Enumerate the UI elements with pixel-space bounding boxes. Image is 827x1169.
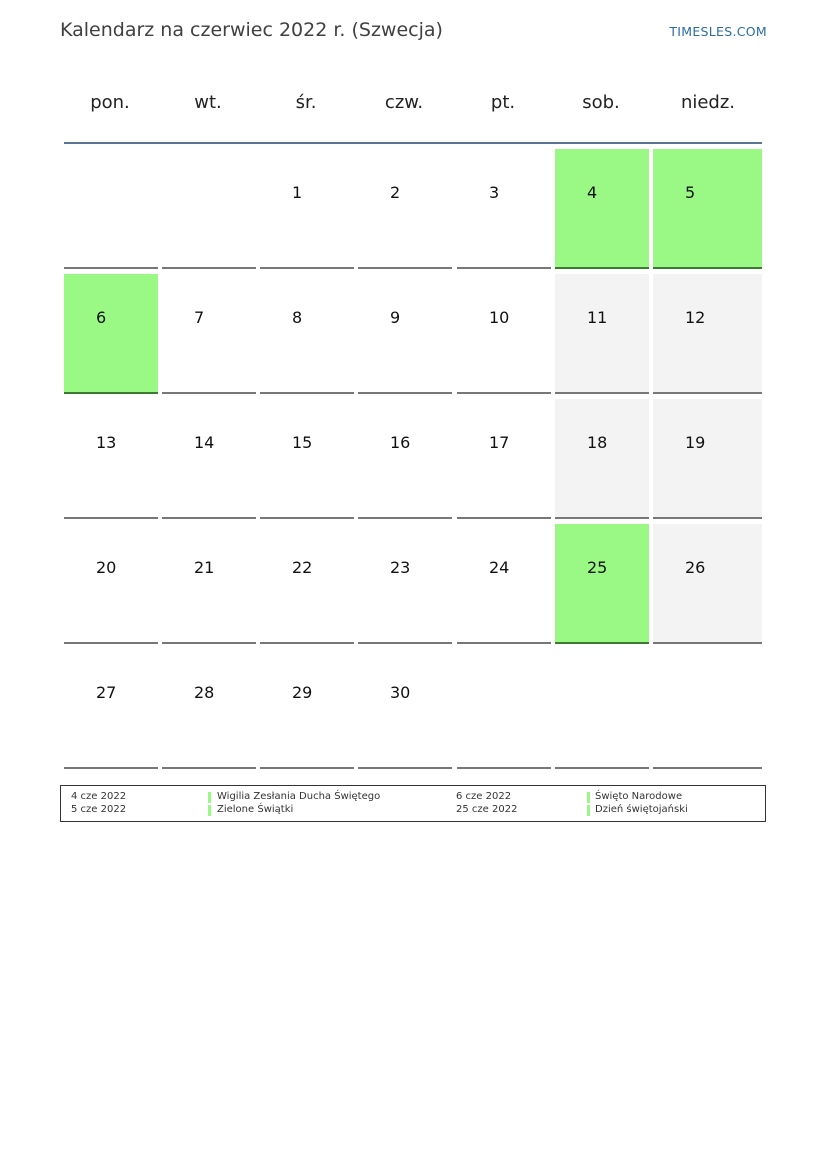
- day-number: 2: [390, 183, 401, 202]
- calendar-day-cell: [555, 399, 649, 519]
- calendar-day-cell: [162, 274, 256, 394]
- weekday-label-fri: pt.: [490, 92, 516, 113]
- day-number: 19: [685, 433, 706, 452]
- brand-link[interactable]: TIMESLES.COM: [669, 24, 767, 39]
- calendar-day-cell: [64, 524, 158, 644]
- calendar-day-cell: [555, 274, 649, 394]
- day-number: 29: [292, 683, 313, 702]
- calendar-day-cell: [64, 149, 158, 269]
- day-number: 13: [96, 433, 117, 452]
- day-number: 5: [685, 183, 696, 202]
- calendar-day-cell: [260, 149, 354, 269]
- day-number: 8: [292, 308, 303, 327]
- legend-date: 5 cze 2022: [71, 804, 127, 815]
- calendar-day-cell: [64, 649, 158, 769]
- weekday-label-tue: wt.: [194, 92, 222, 113]
- calendar-day-cell: [260, 649, 354, 769]
- holiday-legend: [60, 785, 766, 822]
- day-number: 14: [194, 433, 215, 452]
- calendar-day-cell: [457, 399, 551, 519]
- calendar-day-cell: [555, 649, 649, 769]
- calendar-day-cell: [457, 274, 551, 394]
- legend-date: 25 cze 2022: [456, 804, 518, 815]
- calendar-day-cell: [358, 274, 452, 394]
- header-divider: [64, 142, 762, 144]
- calendar-day-cell: [64, 399, 158, 519]
- legend-color-marker: [587, 805, 590, 816]
- weekday-label-thu: czw.: [384, 92, 424, 113]
- calendar-day-cell: [457, 149, 551, 269]
- calendar-day-cell: [162, 649, 256, 769]
- day-number: 20: [96, 558, 117, 577]
- day-number: 9: [390, 308, 401, 327]
- day-number: 25: [587, 558, 608, 577]
- legend-holiday-name: Zielone Świątki: [217, 804, 294, 815]
- day-number: 26: [685, 558, 706, 577]
- day-number: 15: [292, 433, 313, 452]
- day-number: 18: [587, 433, 608, 452]
- calendar-day-cell: [358, 149, 452, 269]
- legend-holiday-name: Dzień świętojański: [595, 804, 688, 815]
- weekday-label-mon: pon.: [90, 92, 130, 113]
- weekday-label-sun: niedz.: [680, 92, 736, 113]
- legend-holiday-name: Wigilia Zesłania Ducha Świętego: [217, 791, 381, 802]
- calendar-day-cell: [358, 649, 452, 769]
- day-number: 30: [390, 683, 411, 702]
- day-number: 12: [685, 308, 706, 327]
- weekday-label-wed: śr.: [295, 92, 317, 113]
- day-number: 16: [390, 433, 411, 452]
- calendar-day-cell: [653, 399, 762, 519]
- day-number: 3: [489, 183, 500, 202]
- legend-date: 4 cze 2022: [71, 791, 127, 802]
- weekday-label-sat: sob.: [582, 92, 620, 113]
- day-number: 17: [489, 433, 510, 452]
- day-number: 1: [292, 183, 303, 202]
- day-number: 10: [489, 308, 510, 327]
- calendar-day-cell: [162, 399, 256, 519]
- legend-color-marker: [208, 792, 211, 803]
- day-number: 24: [489, 558, 510, 577]
- calendar-day-cell: [162, 524, 256, 644]
- calendar-day-cell: [260, 524, 354, 644]
- legend-holiday-name: Święto Narodowe: [595, 791, 683, 802]
- calendar-day-cell: [64, 274, 158, 394]
- calendar-day-cell: [260, 274, 354, 394]
- day-number: 23: [390, 558, 411, 577]
- day-number: 22: [292, 558, 313, 577]
- page-title: Kalendarz na czerwiec 2022 r. (Szwecja): [60, 19, 443, 41]
- day-number: 11: [587, 308, 608, 327]
- calendar-day-cell: [653, 649, 762, 769]
- calendar-day-cell: [653, 274, 762, 394]
- calendar-day-cell: [653, 149, 762, 269]
- calendar-day-cell: [358, 399, 452, 519]
- day-number: 4: [587, 183, 598, 202]
- legend-color-marker: [587, 792, 590, 803]
- calendar-day-cell: [457, 649, 551, 769]
- day-number: 21: [194, 558, 215, 577]
- day-number: 6: [96, 308, 107, 327]
- calendar-day-cell: [653, 524, 762, 644]
- calendar-day-cell: [260, 399, 354, 519]
- legend-date: 6 cze 2022: [456, 791, 512, 802]
- calendar-day-cell: [555, 524, 649, 644]
- day-number: 7: [194, 308, 205, 327]
- calendar-day-cell: [358, 524, 452, 644]
- calendar-day-cell: [555, 149, 649, 269]
- day-number: 27: [96, 683, 117, 702]
- calendar-day-cell: [457, 524, 551, 644]
- calendar-day-cell: [162, 149, 256, 269]
- legend-color-marker: [208, 805, 211, 816]
- day-number: 28: [194, 683, 215, 702]
